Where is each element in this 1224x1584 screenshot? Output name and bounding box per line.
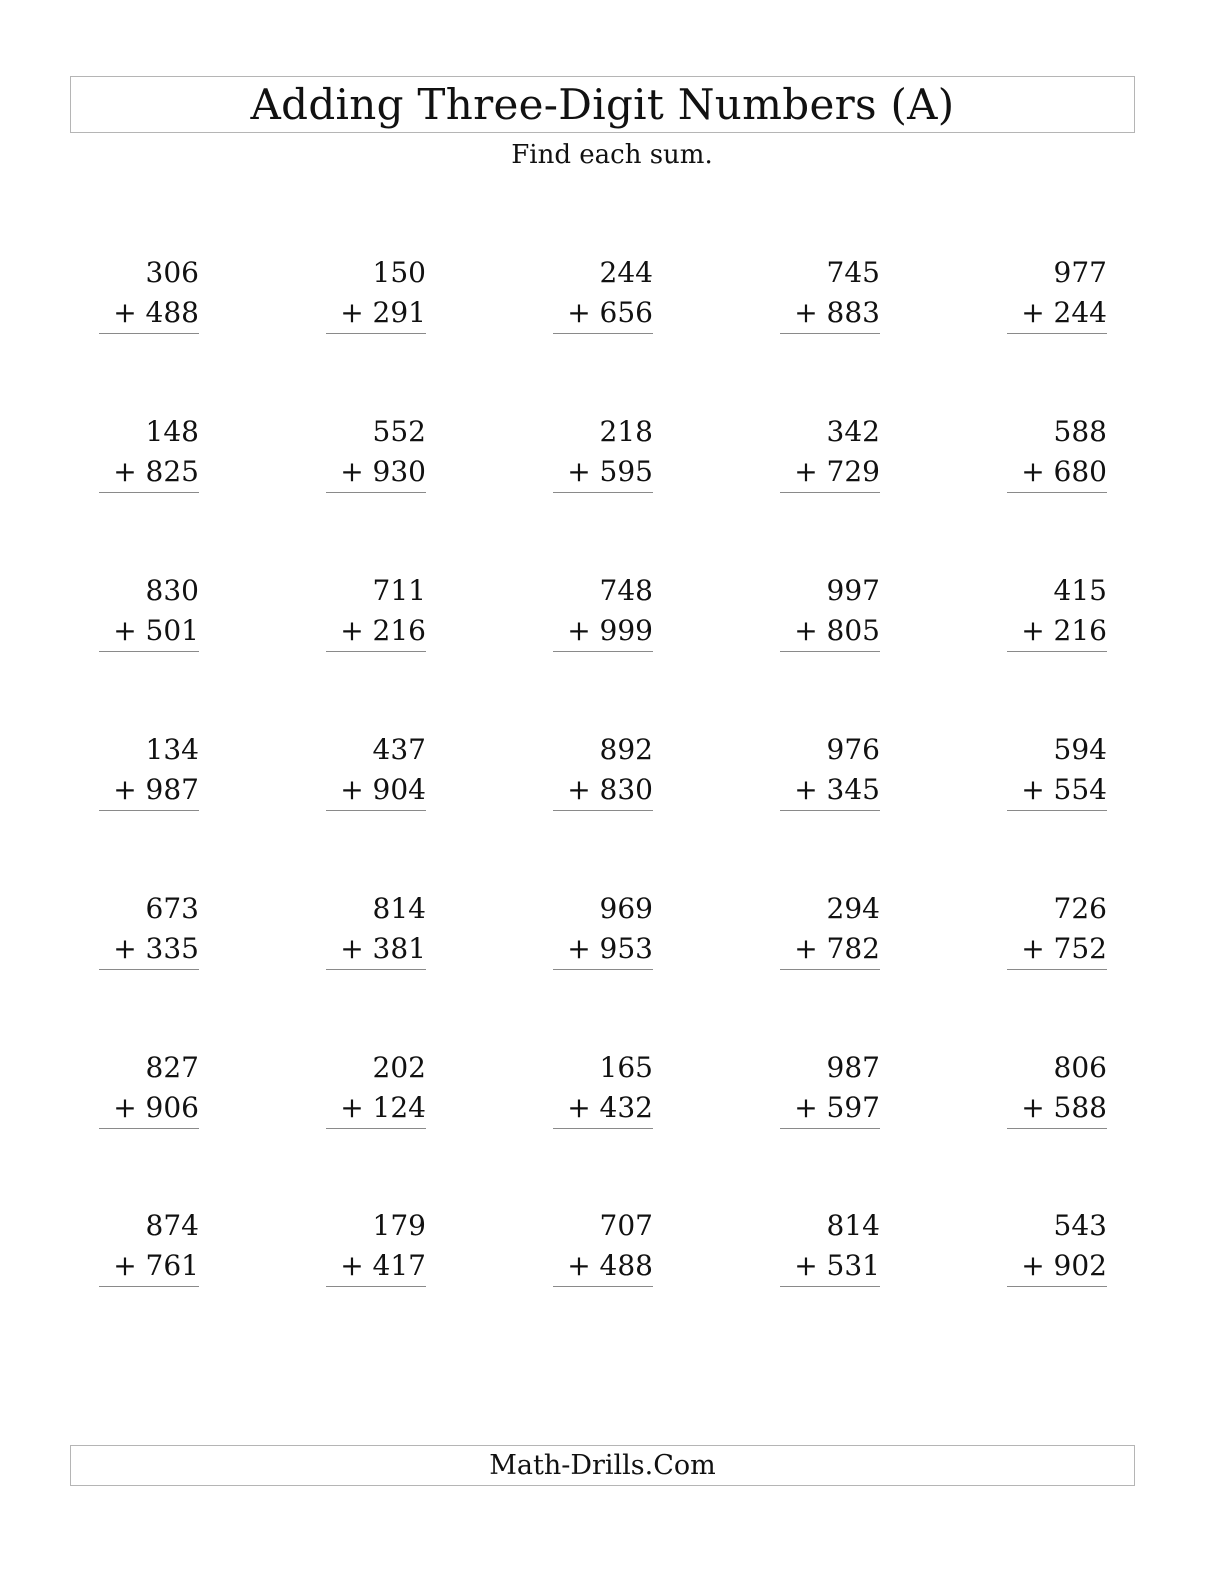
addend-bottom: + 488 <box>113 296 199 329</box>
addition-problem <box>99 1206 199 1287</box>
addend-top: 726 <box>1053 892 1107 925</box>
answer-line <box>1007 810 1107 811</box>
answer-line <box>1007 333 1107 334</box>
answer-line <box>780 651 880 652</box>
addition-problem <box>1007 889 1107 970</box>
addend-top: 997 <box>826 574 880 607</box>
answer-line <box>780 1128 880 1129</box>
addend-top: 134 <box>145 733 199 766</box>
answer-line <box>553 492 653 493</box>
answer-line <box>1007 651 1107 652</box>
addition-problem <box>553 412 653 493</box>
addition-problem <box>1007 253 1107 334</box>
addition-problem <box>99 412 199 493</box>
addend-bottom: + 216 <box>340 614 426 647</box>
addend-bottom: + 902 <box>1021 1249 1107 1282</box>
answer-line <box>326 810 426 811</box>
addition-problem <box>1007 412 1107 493</box>
addend-top: 977 <box>1053 256 1107 289</box>
addend-top: 148 <box>145 415 199 448</box>
answer-line <box>1007 492 1107 493</box>
addend-bottom: + 953 <box>567 932 653 965</box>
footer-text: Math-Drills.Com <box>489 1450 716 1481</box>
addend-bottom: + 987 <box>113 773 199 806</box>
addend-top: 814 <box>372 892 426 925</box>
addend-bottom: + 999 <box>567 614 653 647</box>
addend-bottom: + 595 <box>567 455 653 488</box>
answer-line <box>553 810 653 811</box>
addition-problem <box>780 889 880 970</box>
addend-bottom: + 805 <box>794 614 880 647</box>
addend-top: 806 <box>1053 1051 1107 1084</box>
addition-problem <box>99 571 199 652</box>
addend-bottom: + 930 <box>340 455 426 488</box>
addend-top: 969 <box>599 892 653 925</box>
addend-bottom: + 883 <box>794 296 880 329</box>
addend-top: 827 <box>145 1051 199 1084</box>
addend-top: 218 <box>599 415 653 448</box>
addend-bottom: + 244 <box>1021 296 1107 329</box>
addition-problem <box>99 1048 199 1129</box>
answer-line <box>99 651 199 652</box>
addend-top: 179 <box>372 1209 426 1242</box>
addition-problem <box>326 1206 426 1287</box>
addend-bottom: + 531 <box>794 1249 880 1282</box>
addend-top: 306 <box>145 256 199 289</box>
addition-problem <box>553 1206 653 1287</box>
addend-top: 543 <box>1053 1209 1107 1242</box>
addend-top: 711 <box>372 574 426 607</box>
answer-line <box>553 969 653 970</box>
addition-problem <box>553 889 653 970</box>
addition-problem <box>553 253 653 334</box>
answer-line <box>780 1286 880 1287</box>
addend-bottom: + 904 <box>340 773 426 806</box>
addition-problem <box>326 412 426 493</box>
addend-bottom: + 554 <box>1021 773 1107 806</box>
addend-bottom: + 656 <box>567 296 653 329</box>
addend-top: 745 <box>826 256 880 289</box>
answer-line <box>553 651 653 652</box>
addition-problem <box>99 253 199 334</box>
addend-top: 244 <box>599 256 653 289</box>
answer-line <box>99 492 199 493</box>
page-title: Adding Three-Digit Numbers (A) <box>250 79 955 129</box>
addition-problem <box>553 571 653 652</box>
addition-problem <box>1007 1206 1107 1287</box>
answer-line <box>326 651 426 652</box>
answer-line <box>553 1128 653 1129</box>
addend-top: 976 <box>826 733 880 766</box>
addend-bottom: + 501 <box>113 614 199 647</box>
instructions: Find each sum. <box>511 140 713 170</box>
answer-line <box>99 969 199 970</box>
answer-line <box>326 333 426 334</box>
addend-bottom: + 488 <box>567 1249 653 1282</box>
answer-line <box>553 1286 653 1287</box>
addend-top: 294 <box>826 892 880 925</box>
addend-top: 552 <box>372 415 426 448</box>
addend-bottom: + 752 <box>1021 932 1107 965</box>
addition-problem <box>780 253 880 334</box>
answer-line <box>1007 1286 1107 1287</box>
addition-problem <box>326 889 426 970</box>
addend-bottom: + 124 <box>340 1091 426 1124</box>
answer-line <box>326 1128 426 1129</box>
addend-bottom: + 830 <box>567 773 653 806</box>
addition-problem <box>326 730 426 811</box>
addition-problem <box>326 253 426 334</box>
addend-bottom: + 588 <box>1021 1091 1107 1124</box>
addend-top: 673 <box>145 892 199 925</box>
addend-top: 150 <box>372 256 426 289</box>
addend-bottom: + 216 <box>1021 614 1107 647</box>
addend-top: 892 <box>599 733 653 766</box>
addend-bottom: + 335 <box>113 932 199 965</box>
answer-line <box>780 810 880 811</box>
answer-line <box>553 333 653 334</box>
addend-top: 588 <box>1053 415 1107 448</box>
answer-line <box>99 1286 199 1287</box>
addend-top: 748 <box>599 574 653 607</box>
addend-bottom: + 432 <box>567 1091 653 1124</box>
answer-line <box>99 333 199 334</box>
addend-bottom: + 680 <box>1021 455 1107 488</box>
addition-problem <box>553 730 653 811</box>
addend-top: 342 <box>826 415 880 448</box>
addend-top: 707 <box>599 1209 653 1242</box>
addend-bottom: + 291 <box>340 296 426 329</box>
addition-problem <box>780 1206 880 1287</box>
addition-problem <box>780 730 880 811</box>
addend-bottom: + 345 <box>794 773 880 806</box>
addend-bottom: + 417 <box>340 1249 426 1282</box>
addend-bottom: + 597 <box>794 1091 880 1124</box>
addition-problem <box>553 1048 653 1129</box>
answer-line <box>780 492 880 493</box>
addend-bottom: + 825 <box>113 455 199 488</box>
addition-problem <box>780 412 880 493</box>
answer-line <box>326 1286 426 1287</box>
addend-bottom: + 906 <box>113 1091 199 1124</box>
addend-top: 415 <box>1053 574 1107 607</box>
addition-problem <box>99 730 199 811</box>
addend-top: 437 <box>372 733 426 766</box>
addition-problem <box>780 571 880 652</box>
addend-bottom: + 761 <box>113 1249 199 1282</box>
answer-line <box>1007 1128 1107 1129</box>
addition-problem <box>326 571 426 652</box>
answer-line <box>780 333 880 334</box>
answer-line <box>326 969 426 970</box>
answer-line <box>326 492 426 493</box>
addend-top: 202 <box>372 1051 426 1084</box>
answer-line <box>780 969 880 970</box>
addition-problem <box>780 1048 880 1129</box>
addend-top: 594 <box>1053 733 1107 766</box>
addend-top: 830 <box>145 574 199 607</box>
answer-line <box>1007 969 1107 970</box>
addend-bottom: + 729 <box>794 455 880 488</box>
addend-bottom: + 782 <box>794 932 880 965</box>
answer-line <box>99 1128 199 1129</box>
addend-top: 987 <box>826 1051 880 1084</box>
addition-problem <box>99 889 199 970</box>
addend-bottom: + 381 <box>340 932 426 965</box>
footer-box <box>70 1445 1135 1486</box>
addend-top: 814 <box>826 1209 880 1242</box>
answer-line <box>99 810 199 811</box>
addend-top: 874 <box>145 1209 199 1242</box>
addend-top: 165 <box>599 1051 653 1084</box>
addition-problem <box>1007 571 1107 652</box>
addition-problem <box>1007 730 1107 811</box>
addition-problem <box>326 1048 426 1129</box>
addition-problem <box>1007 1048 1107 1129</box>
